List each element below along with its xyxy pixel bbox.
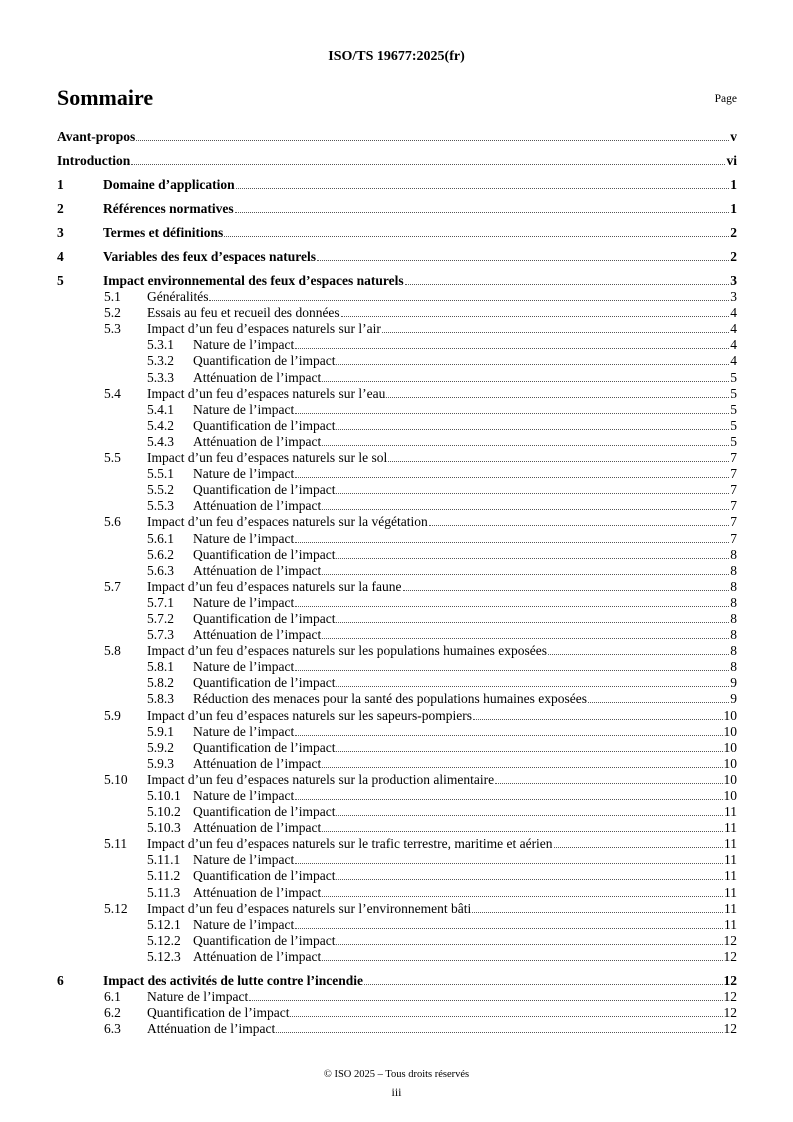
toc-entry[interactable]	[57, 804, 737, 820]
toc-dot-leader	[224, 236, 729, 237]
toc-entry[interactable]	[57, 852, 737, 868]
toc-entry[interactable]	[57, 337, 737, 353]
toc-entry[interactable]	[57, 547, 737, 563]
toc-entry-title: Réduction des menaces pour la santé des populations humaines exposées	[193, 691, 588, 707]
toc-entry-number: 5.1	[104, 289, 121, 305]
toc-entry-page: 11	[724, 804, 737, 820]
toc-entry[interactable]	[57, 788, 737, 804]
toc-entry-number: 5.9	[104, 707, 121, 723]
toc-entry[interactable]	[57, 691, 737, 707]
toc-entry-number: 5.10.2	[147, 804, 181, 820]
toc-entry-title: Quantification de l’impact	[193, 482, 336, 498]
toc-entry-number: 5.12.2	[147, 932, 181, 948]
toc-dot-leader	[295, 863, 723, 864]
toc-entry[interactable]	[57, 917, 737, 933]
toc-entry[interactable]	[57, 434, 737, 450]
toc-entry-title: Quantification de l’impact	[193, 417, 336, 433]
toc-entry[interactable]	[57, 201, 737, 217]
toc-dot-leader	[386, 397, 729, 398]
toc-entry-number: 5.6.2	[147, 546, 174, 562]
toc-entry-number: 5.7.2	[147, 610, 174, 626]
toc-dot-leader	[336, 558, 729, 559]
toc-entry-number: 6.1	[104, 989, 121, 1005]
toc-entry[interactable]	[57, 949, 737, 965]
toc-entry[interactable]	[57, 611, 737, 627]
toc-entry[interactable]	[57, 643, 737, 659]
toc-dot-leader	[295, 348, 729, 349]
toc-entry-page: 11	[724, 852, 737, 868]
toc-entry-page: 10	[723, 788, 737, 803]
toc-entry-number: 2	[57, 201, 64, 216]
toc-entry[interactable]	[57, 418, 737, 434]
toc-dot-leader	[403, 590, 730, 591]
toc-entry-number: 5.12	[104, 900, 128, 916]
toc-dot-leader	[495, 783, 722, 784]
toc-entry-page: 5	[730, 417, 737, 433]
toc-dot-leader	[364, 984, 723, 985]
toc-entry-title: Quantification de l’impact	[193, 804, 336, 820]
toc-entry-page: 4	[730, 305, 737, 321]
toc-entry-title: Nature de l’impact	[193, 659, 295, 675]
toc-dot-leader	[295, 477, 729, 478]
toc-dot-leader	[429, 525, 729, 526]
toc-dot-leader	[295, 542, 729, 543]
toc-dot-leader	[322, 831, 723, 832]
toc-entry-page: 11	[724, 916, 737, 932]
table-of-contents	[57, 121, 737, 1037]
toc-entry-title: Quantification de l’impact	[193, 353, 336, 369]
toc-entry[interactable]	[57, 289, 737, 305]
toc-dot-leader	[131, 164, 725, 165]
toc-entry-title: Nature de l’impact	[193, 594, 295, 610]
toc-entry-title: Quantification de l’impact	[193, 546, 336, 562]
toc-entry-page: 10	[723, 771, 737, 787]
toc-entry-page: 9	[730, 675, 737, 691]
toc-entry-title: Nature de l’impact	[193, 723, 295, 739]
toc-entry-title: Quantification de l’impact	[193, 675, 336, 691]
toc-entry-title: Atténuation de l’impact	[193, 948, 322, 964]
toc-entry-title: Avant-propos	[57, 129, 136, 144]
toc-entry[interactable]	[57, 627, 737, 643]
toc-dot-leader	[548, 654, 729, 655]
toc-entry-page: 12	[723, 948, 737, 964]
toc-entry-title: Nature de l’impact	[193, 530, 295, 546]
toc-entry-title: Quantification de l’impact	[193, 932, 336, 948]
toc-entry-title: Domaine d’application	[103, 177, 235, 192]
toc-dot-leader	[341, 316, 730, 317]
toc-entry[interactable]	[57, 466, 737, 482]
toc-entry[interactable]	[57, 305, 737, 321]
toc-entry[interactable]	[57, 973, 737, 989]
toc-entry[interactable]	[57, 836, 737, 852]
toc-entry-number: 5.5.3	[147, 498, 174, 514]
page-column-label: Page	[714, 93, 737, 105]
toc-dot-leader	[235, 212, 730, 213]
toc-entry[interactable]	[57, 659, 737, 675]
toc-dot-leader	[236, 188, 730, 189]
toc-entry[interactable]	[57, 402, 737, 418]
toc-dot-leader	[249, 1000, 722, 1001]
toc-entry-title: Impact d’un feu d’espaces naturels sur l’air	[147, 321, 381, 337]
toc-dot-leader	[473, 719, 722, 720]
toc-dot-leader	[295, 413, 729, 414]
toc-entry-page: 10	[723, 739, 737, 755]
toc-entry-title: Références normatives	[103, 201, 234, 216]
toc-entry-page: 11	[724, 820, 737, 836]
toc-entry[interactable]	[57, 177, 737, 193]
toc-entry[interactable]	[57, 724, 737, 740]
toc-dot-leader	[336, 944, 722, 945]
toc-entry-page: v	[730, 129, 737, 144]
toc-entry-number: 5.6	[104, 514, 121, 530]
toc-entry-title: Atténuation de l’impact	[193, 562, 322, 578]
toc-entry-page: 1	[730, 201, 737, 216]
toc-entry-number: 5.12.3	[147, 948, 181, 964]
toc-entry[interactable]	[57, 1021, 737, 1037]
toc-dot-leader	[588, 702, 729, 703]
toc-entry-number: 5.11	[104, 836, 128, 852]
toc-dot-leader	[322, 896, 723, 897]
toc-entry-number: 5.8.1	[147, 659, 174, 675]
toc-entry-number: 4	[57, 249, 64, 264]
toc-entry-number: 5.9.3	[147, 755, 174, 771]
toc-entry[interactable]	[57, 772, 737, 788]
toc-entry[interactable]	[57, 386, 737, 402]
toc-entry-page: vi	[726, 153, 737, 168]
toc-entry-title: Nature de l’impact	[193, 852, 295, 868]
toc-entry-page: 12	[723, 972, 737, 988]
toc-entry[interactable]	[57, 129, 737, 145]
toc-entry-page: 8	[730, 546, 737, 562]
toc-entry-title: Atténuation de l’impact	[147, 1021, 276, 1037]
toc-dot-leader	[388, 461, 729, 462]
toc-entry[interactable]	[57, 989, 737, 1005]
toc-entry-page: 11	[724, 884, 737, 900]
toc-entry-page: 5	[730, 433, 737, 449]
toc-entry[interactable]	[57, 595, 737, 611]
toc-entry-title: Essais au feu et recueil des données	[147, 305, 340, 321]
toc-entry[interactable]	[57, 249, 737, 265]
toc-entry-page: 8	[730, 643, 737, 659]
toc-entry-title: Impact environnemental des feux d’espaces naturels	[103, 273, 404, 288]
toc-entry-title: Quantification de l’impact	[193, 868, 336, 884]
toc-entry-number: 5.9.2	[147, 739, 174, 755]
toc-entry-page: 11	[724, 836, 737, 852]
toc-entry-number: 5.3.3	[147, 369, 174, 385]
toc-entry-page: 5	[730, 369, 737, 385]
toc-entry-title: Impact d’un feu d’espaces naturels sur les sapeurs-pompiers	[147, 707, 473, 723]
toc-entry-page: 8	[730, 562, 737, 578]
toc-entry-page: 5	[730, 385, 737, 401]
toc-entry-page: 2	[730, 249, 737, 264]
toc-entry-page: 3	[730, 273, 737, 288]
page-title: Sommaire	[57, 85, 154, 110]
toc-entry-number: 5.8.3	[147, 691, 174, 707]
toc-entry-page: 7	[730, 482, 737, 498]
toc-entry-title: Quantification de l’impact	[193, 739, 336, 755]
toc-entry[interactable]	[57, 740, 737, 756]
toc-dot-leader	[382, 332, 729, 333]
toc-entry-number: 5.3.1	[147, 337, 174, 353]
toc-entry-number: 5.9.1	[147, 723, 174, 739]
toc-entry-title: Introduction	[57, 153, 131, 168]
toc-dot-leader	[322, 574, 729, 575]
toc-entry-number: 5.11.2	[147, 868, 181, 884]
toc-entry-page: 3	[730, 289, 737, 305]
toc-entry-number: 5.4	[104, 385, 121, 401]
toc-dot-leader	[336, 429, 729, 430]
toc-entry[interactable]	[57, 353, 737, 369]
toc-entry-title: Quantification de l’impact	[193, 610, 336, 626]
toc-entry-number: 5.4.3	[147, 433, 174, 449]
toc-entry-number: 1	[57, 177, 64, 192]
toc-entry[interactable]	[57, 756, 737, 772]
toc-dot-leader	[336, 879, 723, 880]
toc-entry-number: 6.3	[104, 1021, 121, 1037]
toc-entry-title: Atténuation de l’impact	[193, 884, 322, 900]
toc-entry[interactable]	[57, 514, 737, 530]
toc-entry-page: 5	[730, 401, 737, 417]
toc-entry-page: 8	[730, 610, 737, 626]
toc-entry[interactable]	[57, 563, 737, 579]
toc-entry-number: 5.5.1	[147, 466, 174, 482]
toc-entry[interactable]	[57, 1005, 737, 1021]
toc-entry-number: 5.7	[104, 578, 121, 594]
toc-dot-leader	[322, 638, 729, 639]
toc-dot-leader	[336, 493, 729, 494]
toc-entry-number: 5.10.3	[147, 820, 181, 836]
toc-dot-leader	[336, 815, 723, 816]
toc-entry-number: 5.11.3	[147, 884, 181, 900]
toc-entry-title: Atténuation de l’impact	[193, 820, 322, 836]
toc-dot-leader	[322, 960, 722, 961]
toc-entry[interactable]	[57, 675, 737, 691]
toc-entry-title: Atténuation de l’impact	[193, 498, 322, 514]
toc-entry-title: Nature de l’impact	[193, 337, 295, 353]
toc-entry-title: Nature de l’impact	[193, 401, 295, 417]
toc-entry-title: Impact d’un feu d’espaces naturels sur la faune	[147, 578, 402, 594]
toc-entry[interactable]	[57, 530, 737, 546]
toc-entry[interactable]	[57, 579, 737, 595]
toc-dot-leader	[336, 751, 722, 752]
toc-entry-title: Atténuation de l’impact	[193, 369, 322, 385]
toc-entry-title: Impact d’un feu d’espaces naturels sur la végétation	[147, 514, 428, 530]
toc-entry-title: Impact d’un feu d’espaces naturels sur le trafic terrestre, maritime et aérien	[147, 836, 553, 852]
toc-entry-number: 6	[57, 972, 64, 988]
toc-dot-leader	[322, 767, 722, 768]
toc-entry-page: 7	[730, 466, 737, 482]
toc-dot-leader	[336, 622, 729, 623]
toc-entry-page: 2	[730, 225, 737, 240]
toc-entry[interactable]	[57, 868, 737, 884]
toc-dot-leader	[295, 928, 723, 929]
toc-dot-leader	[317, 260, 729, 261]
toc-entry-title: Nature de l’impact	[193, 916, 295, 932]
toc-entry-number: 5.3	[104, 321, 121, 337]
toc-entry-page: 7	[730, 498, 737, 514]
toc-entry-number: 5.6.1	[147, 530, 174, 546]
toc-dot-leader	[554, 847, 723, 848]
toc-dot-leader	[295, 606, 729, 607]
document-id-header: ISO/TS 19677:2025(fr)	[328, 49, 465, 64]
toc-entry-title: Nature de l’impact	[147, 989, 249, 1005]
toc-entry-title: Impact d’un feu d’espaces naturels sur l’eau	[147, 385, 386, 401]
toc-dot-leader	[336, 686, 729, 687]
copyright-notice: © ISO 2025 – Tous droits réservés	[323, 1069, 470, 1080]
toc-dot-leader	[322, 509, 729, 510]
toc-dot-leader	[472, 912, 723, 913]
toc-entry-page: 4	[730, 337, 737, 353]
toc-entry-title: Généralités	[147, 289, 209, 305]
toc-entry-page: 7	[730, 450, 737, 466]
toc-entry-number: 5.5	[104, 450, 121, 466]
toc-entry-number: 5.7.3	[147, 627, 174, 643]
toc-entry[interactable]	[57, 369, 737, 385]
toc-dot-leader	[295, 735, 722, 736]
toc-entry-page: 8	[730, 627, 737, 643]
toc-entry-title: Impact des activités de lutte contre l’incendie	[103, 972, 363, 988]
toc-entry-number: 5.4.1	[147, 401, 174, 417]
toc-entry-page: 10	[723, 755, 737, 771]
toc-entry-page: 4	[730, 353, 737, 369]
toc-entry-title: Atténuation de l’impact	[193, 755, 322, 771]
toc-entry[interactable]	[57, 901, 737, 917]
toc-entry-title: Impact d’un feu d’espaces naturels sur les populations humaines exposées	[147, 643, 548, 659]
toc-entry[interactable]	[57, 884, 737, 900]
toc-entry-page: 12	[723, 932, 737, 948]
toc-entry-number: 5.10.1	[147, 788, 181, 803]
toc-dot-leader	[276, 1032, 722, 1033]
toc-dot-leader	[322, 381, 729, 382]
toc-dot-leader	[136, 140, 729, 141]
toc-entry-page: 4	[730, 321, 737, 337]
toc-dot-leader	[295, 799, 722, 800]
toc-entry-page: 8	[730, 594, 737, 610]
toc-entry-page: 10	[723, 723, 737, 739]
toc-entry-page: 7	[730, 514, 737, 530]
toc-entry-number: 3	[57, 225, 64, 240]
toc-entry[interactable]	[57, 933, 737, 949]
toc-entry-title: Variables des feux d’espaces naturels	[103, 249, 317, 264]
toc-entry-number: 5.6.3	[147, 562, 174, 578]
toc-entry-number: 5	[57, 273, 64, 288]
toc-entry[interactable]	[57, 153, 737, 169]
toc-entry-number: 5.8.2	[147, 675, 174, 691]
toc-entry[interactable]	[57, 482, 737, 498]
toc-entry-page: 8	[730, 659, 737, 675]
toc-entry[interactable]	[57, 450, 737, 466]
toc-entry-number: 5.12.1	[147, 916, 181, 932]
toc-entry-title: Termes et définitions	[103, 225, 224, 240]
toc-entry-page: 8	[730, 578, 737, 594]
toc-dot-leader	[322, 445, 729, 446]
toc-entry-title: Nature de l’impact	[193, 466, 295, 482]
toc-entry[interactable]	[57, 273, 737, 289]
toc-entry-page: 11	[724, 900, 737, 916]
toc-dot-leader	[209, 300, 729, 301]
toc-entry-title: Nature de l’impact	[193, 788, 295, 803]
toc-entry-number: 5.10	[104, 771, 128, 787]
toc-entry-page: 10	[723, 707, 737, 723]
toc-entry-title: Atténuation de l’impact	[193, 627, 322, 643]
toc-entry-title: Impact d’un feu d’espaces naturels sur la production alimentaire	[147, 771, 495, 787]
toc-entry-page: 9	[730, 691, 737, 707]
toc-entry-page: 11	[724, 868, 737, 884]
toc-entry[interactable]	[57, 707, 737, 723]
toc-entry-number: 5.3.2	[147, 353, 174, 369]
toc-entry-title: Quantification de l’impact	[147, 1005, 290, 1021]
toc-entry-title: Impact d’un feu d’espaces naturels sur le sol	[147, 450, 388, 466]
toc-entry-number: 5.8	[104, 643, 121, 659]
toc-entry-page: 12	[723, 989, 737, 1005]
toc-entry[interactable]	[57, 820, 737, 836]
toc-entry[interactable]	[57, 321, 737, 337]
toc-entry[interactable]	[57, 225, 737, 241]
page-number: iii	[391, 1085, 402, 1099]
toc-entry-number: 5.11.1	[147, 852, 181, 868]
toc-dot-leader	[336, 364, 729, 365]
toc-entry-number: 5.2	[104, 305, 121, 321]
toc-entry-page: 12	[723, 1005, 737, 1021]
toc-dot-leader	[405, 284, 730, 285]
toc-entry-page: 12	[723, 1021, 737, 1037]
toc-entry-title: Atténuation de l’impact	[193, 433, 322, 449]
toc-entry-title: Impact d’un feu d’espaces naturels sur l’environnement bâti	[147, 900, 472, 916]
toc-dot-leader	[295, 670, 729, 671]
toc-entry-page: 1	[730, 177, 737, 192]
toc-entry-page: 7	[730, 530, 737, 546]
toc-entry-number: 6.2	[104, 1005, 121, 1021]
toc-entry-number: 5.7.1	[147, 594, 174, 610]
toc-entry[interactable]	[57, 498, 737, 514]
toc-entry-number: 5.5.2	[147, 482, 174, 498]
toc-entry-number: 5.4.2	[147, 417, 174, 433]
toc-dot-leader	[290, 1016, 722, 1017]
